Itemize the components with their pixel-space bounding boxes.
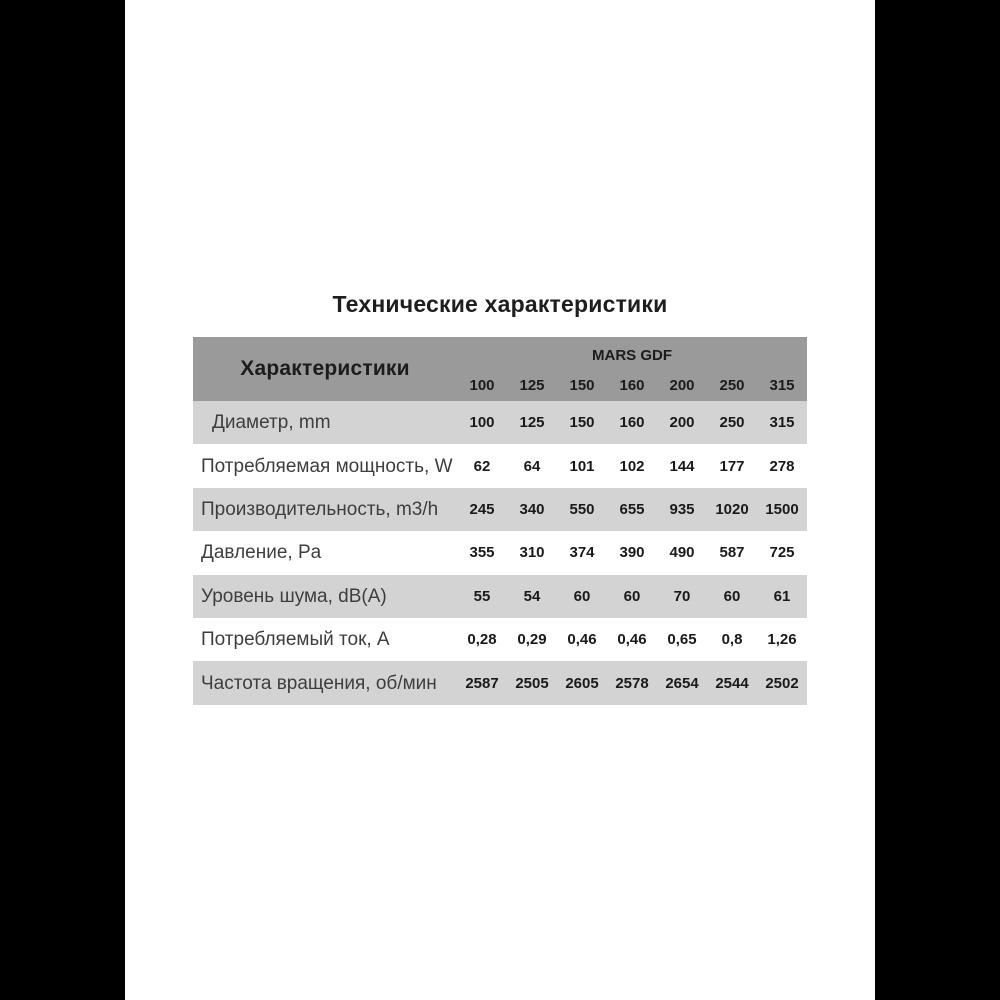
cell-value: 1500: [765, 500, 799, 518]
cell-value: 101: [569, 457, 595, 475]
table-row-pressure: [193, 531, 807, 574]
row-label: Потребляемая мощность, W: [201, 455, 453, 477]
cell-value: 587: [719, 544, 745, 562]
cell-value: 2587: [465, 674, 499, 692]
cell-value: 150: [569, 414, 595, 432]
cell-value: 55: [473, 587, 491, 605]
cell-value: 0,29: [517, 631, 547, 649]
model-column-header: 100: [469, 376, 495, 394]
cell-value: 278: [769, 457, 795, 475]
table-row-noise: [193, 575, 807, 618]
cell-value: 100: [469, 414, 495, 432]
left-black-bar: [0, 0, 125, 1000]
model-column-header: 250: [719, 376, 745, 394]
cell-value: 125: [519, 414, 545, 432]
cell-value: 725: [769, 544, 795, 562]
cell-value: 374: [569, 544, 595, 562]
table-row-diameter: [193, 401, 807, 444]
cell-value: 54: [523, 587, 541, 605]
cell-value: 64: [523, 457, 541, 475]
cell-value: 0,46: [617, 631, 647, 649]
cell-value: 935: [669, 500, 695, 518]
cell-value: 250: [719, 414, 745, 432]
cell-value: 144: [669, 457, 695, 475]
cell-value: 60: [723, 587, 741, 605]
model-column-header: 315: [769, 376, 795, 394]
cell-value: 177: [719, 457, 745, 475]
cell-value: 2502: [765, 674, 799, 692]
cell-value: 2544: [715, 674, 749, 692]
cell-value: 102: [619, 457, 645, 475]
spec-table: [193, 337, 807, 705]
cell-value: 550: [569, 500, 595, 518]
model-column-header: 150: [569, 376, 595, 394]
cell-value: 70: [673, 587, 691, 605]
page-title: Технические характеристики: [332, 291, 668, 317]
cell-value: 355: [469, 544, 495, 562]
header-characteristics-label: Характеристики: [240, 357, 410, 380]
header-models-group: [457, 337, 807, 401]
model-columns: [457, 369, 807, 401]
table-row-rotation-speed: [193, 661, 807, 704]
cell-value: 655: [619, 500, 645, 518]
cell-value: 340: [519, 500, 545, 518]
series-name: MARS GDF: [592, 346, 672, 364]
cell-value: 0,8: [721, 631, 743, 649]
model-column-header: 200: [669, 376, 695, 394]
row-label: Потребляемый ток, А: [201, 629, 390, 651]
right-black-bar: [875, 0, 1000, 1000]
cell-value: 2605: [565, 674, 599, 692]
cell-value: 0,28: [467, 631, 497, 649]
cell-value: 0,46: [567, 631, 597, 649]
row-label: Давление, Pa: [201, 542, 322, 564]
cell-value: 315: [769, 414, 795, 432]
row-label: Диаметр, mm: [212, 412, 331, 434]
table-header-row: [193, 337, 807, 401]
row-label: Уровень шума, dB(A): [201, 585, 387, 607]
row-label: Частота вращения, об/мин: [201, 672, 437, 694]
cell-value: 200: [669, 414, 695, 432]
cell-value: 245: [469, 500, 495, 518]
cell-value: 60: [573, 587, 591, 605]
cell-value: 2578: [615, 674, 649, 692]
cell-value: 2505: [515, 674, 549, 692]
table-row-power: [193, 444, 807, 487]
table-row-airflow: [193, 488, 807, 531]
table-row-current: [193, 618, 807, 661]
cell-value: 310: [519, 544, 545, 562]
cell-value: 1020: [715, 500, 749, 518]
model-column-header: 125: [519, 376, 545, 394]
cell-value: 0,65: [667, 631, 697, 649]
row-label: Производительность, m3/h: [201, 498, 439, 520]
cell-value: 60: [623, 587, 641, 605]
cell-value: 1,26: [767, 631, 797, 649]
cell-value: 61: [773, 587, 791, 605]
cell-value: 160: [619, 414, 645, 432]
cell-value: 390: [619, 544, 645, 562]
cell-value: 2654: [665, 674, 699, 692]
model-column-header: 160: [619, 376, 645, 394]
cell-value: 490: [669, 544, 695, 562]
cell-value: 62: [473, 457, 491, 475]
